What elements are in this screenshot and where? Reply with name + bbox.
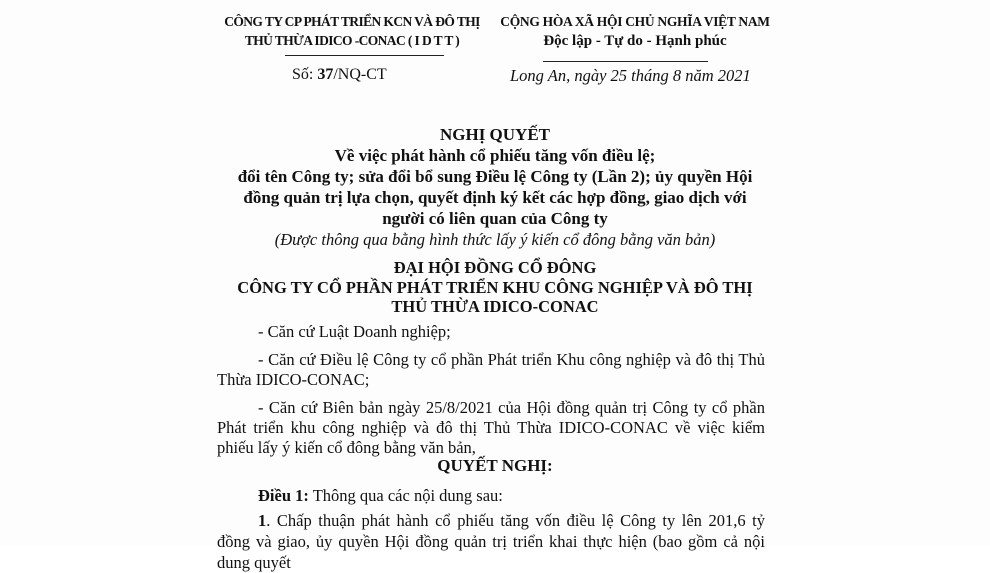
resolution-title-block (150, 124, 840, 250)
legal-basis-item: - Căn cứ Luật Doanh nghiệp; (258, 322, 451, 341)
legal-basis-item: - Căn cứ Biên bản ngày 25/8/2021 của Hội đồng quản trị Công ty cổ phần Phát triển khu công nghiệp và đô thị Thủ Thừa IDICO-CONAC về việc kiểm phiếu lấy ý kiến cổ đông bằng văn bản, (217, 398, 765, 457)
legal-basis-item: - Căn cứ Điều lệ Công ty cổ phần Phát triển Khu công nghiệp và đô thị Thủ Thừa IDICO-CONAC; (217, 350, 765, 389)
article-text: Thông qua các nội dung sau: (308, 486, 503, 505)
document-number-value: 37 (317, 66, 334, 83)
issuing-body-line: THỦ THỪA IDICO-CONAC (391, 297, 599, 316)
item-number: 1 (258, 511, 267, 530)
national-motto: Độc lập - Tự do - Hạnh phúc (543, 33, 727, 49)
resolution-subject-line: Về việc phát hành cổ phiếu tăng vốn điều lệ; (334, 146, 656, 165)
issuer-name-line1: CÔNG TY CP PHÁT TRIỂN KCN VÀ ĐÔ THỊ (224, 14, 480, 29)
document-number-label: Số: (292, 66, 318, 83)
resolution-heading: QUYẾT NGHỊ: (437, 456, 553, 475)
document-number-suffix: /NQ-CT (333, 66, 387, 83)
article-item-paragraph (217, 510, 765, 573)
issuer-name-line2: THỦ THỪA IDICO -CONAC ( I D T T ) (244, 33, 460, 48)
article-1 (258, 486, 503, 506)
issuing-body-block (150, 258, 840, 317)
article-item-1 (217, 510, 765, 573)
document-date: Long An, ngày 25 tháng 8 năm 2021 (510, 66, 751, 85)
national-header (495, 12, 775, 51)
document-number (292, 66, 387, 84)
issuing-body-line: CÔNG TY CỔ PHẦN PHÁT TRIỂN KHU CÔNG NGHIỆP VÀ ĐÔ THỊ (237, 277, 753, 297)
article-label: Điều 1: (258, 486, 309, 505)
issuer-underline-divider (285, 55, 444, 56)
resolution-subject-line: người có liên quan của Công ty (382, 209, 608, 228)
issuing-body-line: ĐẠI HỘI ĐỒNG CỔ ĐÔNG (393, 258, 597, 277)
resolution-title: NGHỊ QUYẾT (439, 125, 551, 144)
approval-method-note: (Được thông qua bằng hình thức lấy ý kiến cổ đông bằng văn bản) (274, 230, 716, 249)
item-text: . Chấp thuận phát hành cổ phiếu tăng vốn điều lệ Công ty lên 201,6 tỷ đồng và giao, ủy quyền Hội đồng quản trị triển khai thực hiện (bao gồm cả nội dung quyết (217, 511, 765, 572)
legal-bases (217, 322, 765, 465)
motto-underline-divider (543, 61, 708, 62)
resolution-subject-line: đồng quản trị lựa chọn, quyết định ký kết các hợp đồng, giao dịch với (243, 188, 747, 207)
issuer-header (218, 12, 486, 50)
national-title: CỘNG HÒA XÃ HỘI CHỦ NGHĨA VIỆT NAM (500, 14, 770, 29)
resolution-subject-line: đổi tên Công ty; sửa đổi bổ sung Điều lệ Công ty (Lần 2); ủy quyền Hội (237, 167, 753, 186)
